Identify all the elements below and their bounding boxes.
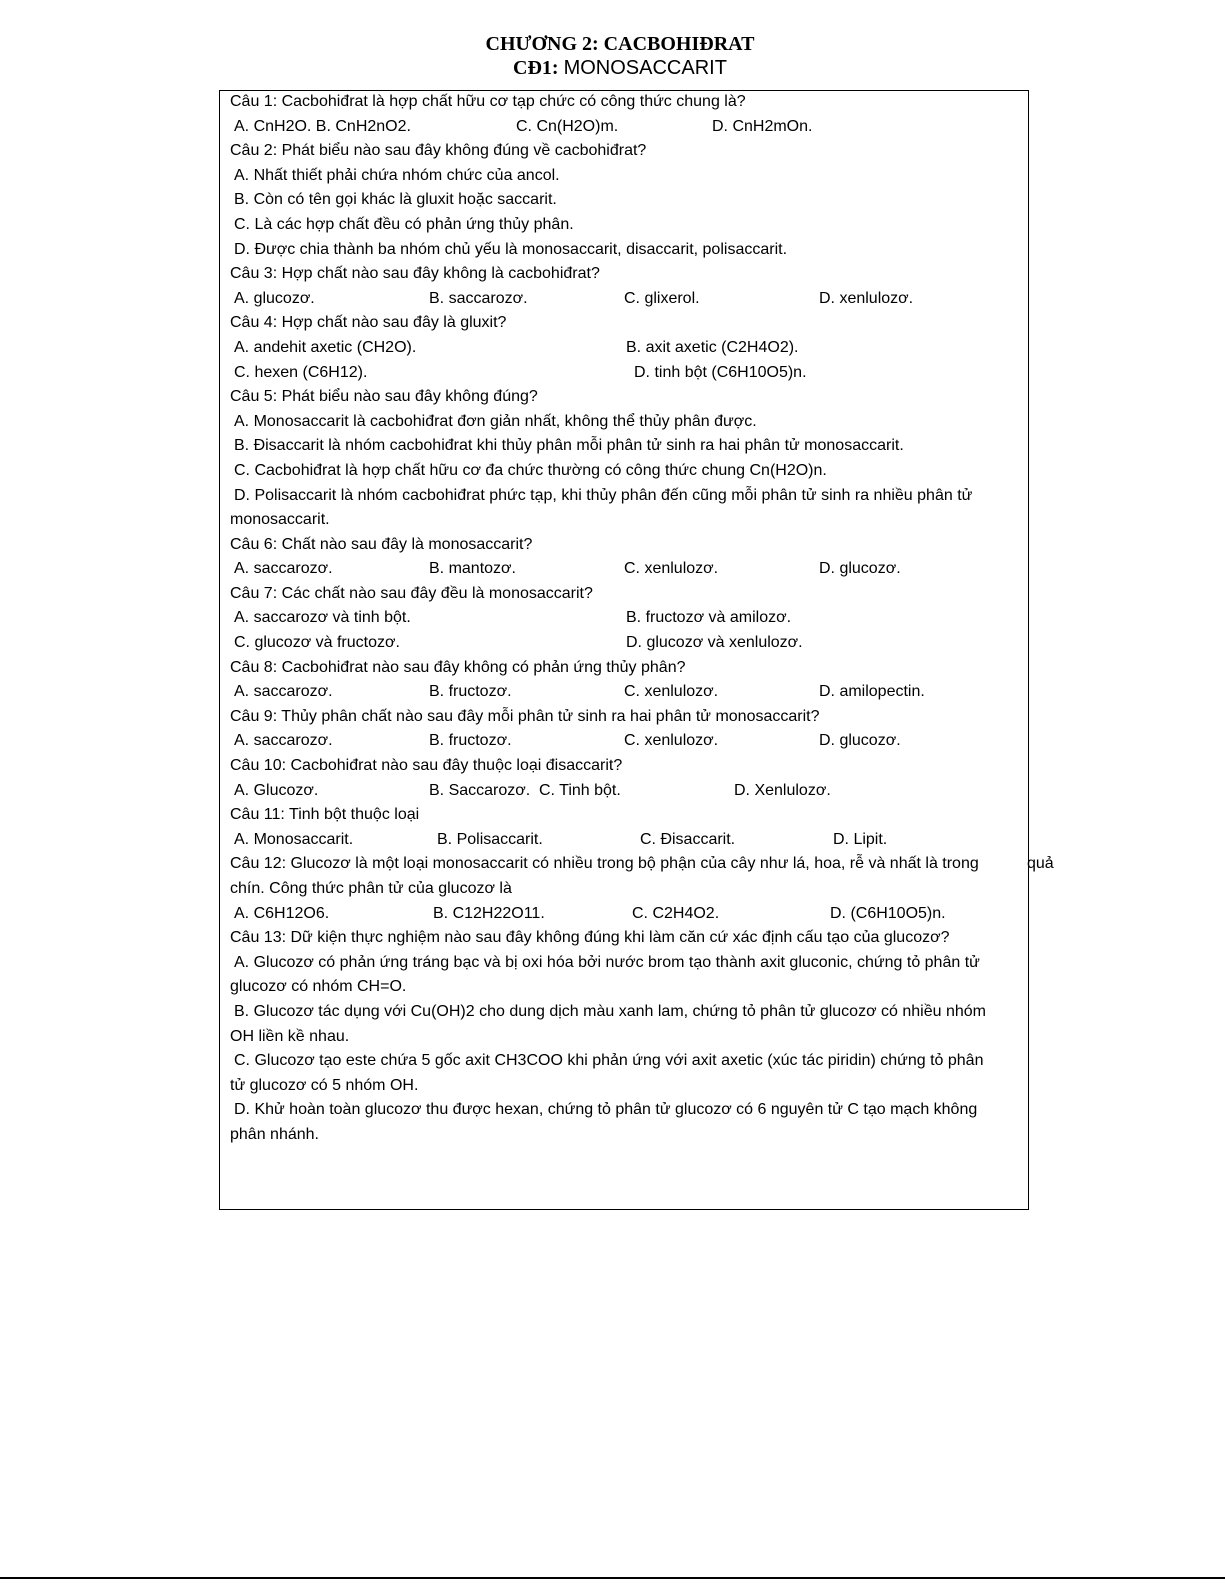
option-d: D. glucozơ và xenlulozơ.: [626, 634, 803, 652]
question-12-options: [230, 902, 1062, 927]
option-d: D. Được chia thành ba nhóm chủ yếu là monosaccarit, disaccarit, polisaccarit.: [234, 240, 788, 258]
option-d-continued: monosaccarit.: [230, 511, 330, 529]
option-c: C. xenlulozơ.: [624, 683, 719, 701]
option-c: C. glixerol.: [624, 289, 700, 307]
question-12-stem: [230, 852, 1062, 877]
option-a: A. C6H12O6.: [234, 904, 330, 922]
option-a: A. saccarozơ.: [234, 683, 333, 701]
question-4-options-ab: [230, 336, 1062, 361]
topic-title: [0, 57, 1225, 80]
option-d-continued: phân nhánh.: [230, 1125, 319, 1143]
option-b: B. fructozơ.: [429, 683, 512, 701]
question-8-options: [230, 680, 1062, 705]
option-b: B. Saccarozơ.: [429, 781, 531, 799]
option-c: C. Đisaccarit.: [640, 830, 736, 848]
option-a: A. Monosaccarit là cacbohiđrat đơn giản nhất, không thể thủy phân được.: [234, 412, 757, 430]
option-d: D. xenlulozơ.: [819, 289, 914, 307]
question-9-options: [230, 729, 1062, 754]
topic-name: MONOSACCARIT: [563, 57, 727, 79]
question-6-options: [230, 557, 1062, 582]
option-a: A. Nhất thiết phải chứa nhóm chức của ancol.: [234, 166, 560, 184]
option-a: A. saccarozơ.: [234, 732, 333, 750]
question-12-stem-overflow: quả: [1027, 855, 1054, 873]
option-a: A. andehit axetic (CH2O).: [234, 338, 417, 356]
question-1-stem: Câu 1: Cacbohiđrat là hợp chất hữu cơ tạp chức có công thức chung là?: [230, 93, 746, 110]
question-5-stem: Câu 5: Phát biểu nào sau đây không đúng?: [230, 388, 538, 406]
question-4-stem: Câu 4: Hợp chất nào sau đây là gluxit?: [230, 314, 507, 332]
question-list: [230, 90, 1062, 1148]
option-d: D. Khử hoàn toàn glucozơ thu được hexan, chứng tỏ phân tử glucozơ có 6 nguyên tử C tạo mạch không: [234, 1101, 978, 1119]
option-b: B. mantozơ.: [429, 560, 516, 578]
option-a: A. saccarozơ và tinh bột.: [234, 609, 411, 627]
option-d: D. tinh bột (C6H10O5)n.: [634, 363, 807, 381]
option-c: C. xenlulozơ.: [624, 560, 719, 578]
chapter-title: CHƯƠNG 2: CACBOHIĐRAT: [485, 33, 755, 55]
question-8-stem: Câu 8: Cacbohiđrat nào sau đây không có phản ứng thủy phân?: [230, 658, 686, 676]
option-a: A. saccarozơ.: [234, 560, 333, 578]
option-d: D. amilopectin.: [819, 683, 925, 701]
question-11-stem: Câu 11: Tinh bột thuộc loại: [230, 806, 420, 824]
option-d: D. (C6H10O5)n.: [830, 904, 946, 922]
option-a: A. Monosaccarit.: [234, 830, 354, 848]
question-12-stem-main: Câu 12: Glucozơ là một loại monosaccarit có nhiều trong bộ phận của cây như lá, hoa, rễ và nhất là trong: [230, 855, 979, 873]
question-7-stem: Câu 7: Các chất nào sau đây đều là monosaccarit?: [230, 584, 593, 602]
topic-prefix: CĐ1:: [513, 57, 559, 79]
option-a: A. glucozơ.: [234, 289, 315, 307]
question-12-stem-continued: chín. Công thức phân tử của glucozơ là: [230, 880, 512, 897]
question-7-options-ab: [230, 606, 1062, 631]
option-a-continued: glucozơ có nhóm CH=O.: [230, 978, 407, 996]
question-9-stem: Câu 9: Thủy phân chất nào sau đây mỗi phân tử sinh ra hai phân tử monosaccarit?: [230, 707, 820, 725]
option-b: B. fructozơ.: [429, 732, 512, 750]
option-b: B. Còn có tên gọi khác là gluxit hoặc saccarit.: [234, 191, 557, 209]
option-b: B. Polisaccarit.: [437, 830, 543, 848]
option-b: B. Đisaccarit là nhóm cacbohiđrat khi thủy phân mỗi phân tử sinh ra hai phân tử monosaccarit.: [234, 437, 904, 455]
question-1-options: [230, 115, 1062, 140]
option-c: C. Cacbohiđrat là hợp chất hữu cơ đa chức thường có công thức chung Cn(H2O)n.: [234, 461, 827, 479]
question-10-options: [230, 779, 1062, 804]
question-2-stem: Câu 2: Phát biểu nào sau đây không đúng về cacbohiđrat?: [230, 142, 647, 160]
option-c: C. Là các hợp chất đều có phản ứng thủy phân.: [234, 215, 574, 233]
option-c: C. Cn(H2O)m.: [516, 117, 619, 135]
question-13-stem: Câu 13: Dữ kiện thực nghiệm nào sau đây không đúng khi làm căn cứ xác định cấu tạo của glucozơ?: [230, 929, 950, 947]
question-7-options-cd: [230, 631, 1062, 656]
option-c: C. Glucozơ tạo este chứa 5 gốc axit CH3COO khi phản ứng với axit axetic (xúc tác piridin) chứng tỏ phân: [234, 1052, 984, 1070]
option-c: C. Tinh bột.: [539, 781, 621, 799]
question-3-stem: Câu 3: Hợp chất nào sau đây không là cacbohiđrat?: [230, 265, 600, 283]
option-c: C. C2H4O2.: [632, 904, 720, 922]
option-d: D. CnH2mOn.: [712, 117, 813, 135]
question-4-options-cd: [230, 361, 1062, 386]
option-d: D. Polisaccarit là nhóm cacbohiđrat phức tạp, khi thủy phân đến cũng mỗi phân tử sinh ra nhiều phân tử: [234, 486, 973, 504]
page-bottom-rule: [0, 1577, 1225, 1579]
option-b-continued: OH liền kề nhau.: [230, 1027, 350, 1045]
option-d: D. Lipit.: [833, 830, 888, 848]
question-6-stem: Câu 6: Chất nào sau đây là monosaccarit?: [230, 535, 533, 553]
option-c: C. hexen (C6H12).: [234, 363, 368, 381]
question-3-options: [230, 287, 1062, 312]
option-c-continued: tử glucozơ có 5 nhóm OH.: [230, 1076, 419, 1094]
option-c: C. xenlulozơ.: [624, 732, 719, 750]
option-a: A. Glucozơ có phản ứng tráng bạc và bị oxi hóa bởi nước brom tạo thành axit gluconic, chứng tỏ phân tử: [234, 953, 980, 971]
option-b: B. saccarozơ.: [429, 289, 528, 307]
option-d: D. Xenlulozơ.: [734, 781, 831, 799]
option-b: B. fructozơ và amilozơ.: [626, 609, 792, 627]
option-a: A. CnH2O. B. CnH2nO2.: [234, 117, 411, 135]
question-11-options: [230, 828, 1062, 853]
question-10-stem: Câu 10: Cacbohiđrat nào sau đây thuộc loại đisaccarit?: [230, 757, 623, 775]
option-a: A. Glucozơ.: [234, 781, 319, 799]
option-b: B. Glucozơ tác dụng với Cu(OH)2 cho dung dịch màu xanh lam, chứng tỏ phân tử glucozơ có nhiều nhóm: [234, 1002, 986, 1020]
option-c: C. glucozơ và fructozơ.: [234, 634, 400, 652]
option-b: B. C12H22O11.: [433, 904, 545, 922]
option-d: D. glucozơ.: [819, 732, 901, 750]
option-b: B. axit axetic (C2H4O2).: [626, 338, 799, 356]
option-d: D. glucozơ.: [819, 560, 901, 578]
